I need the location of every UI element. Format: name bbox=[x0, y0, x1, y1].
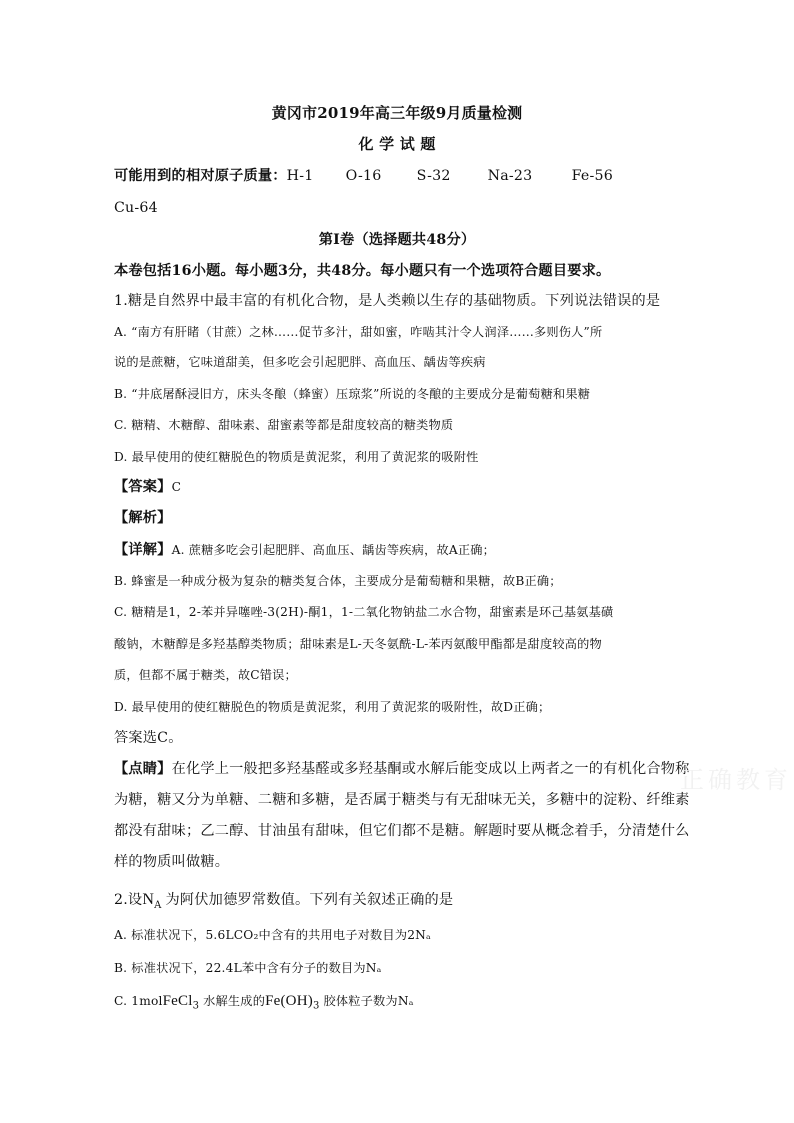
atomic-masses bbox=[114, 166, 613, 186]
q2-stem-suffix: 为阿伏加德罗常数值。下列有关叙述正确的是 bbox=[165, 892, 454, 908]
q1-detail-c-line2: 酸钠，木糖醇是多羟基醇类物质；甜味素是L-天冬氨酰-L-苯丙氨酸甲酯都是甜度较高的物 bbox=[114, 637, 602, 651]
q2-c-formula-feoh3-sub: 3 bbox=[312, 1000, 320, 1012]
mass-fe: Fe-56 bbox=[571, 168, 613, 184]
exam-title: 黄冈市2019年高三年级9月质量检测 bbox=[271, 104, 523, 122]
q2-stem bbox=[114, 890, 453, 916]
detail-a-text: A. 蔗糖多吃会引起肥胖、高血压、龋齿等疾病，故A正确； bbox=[171, 543, 496, 557]
q1-point-line3: 都没有甜味；乙二醇、甘油虽有甜味，但它们都不是糖。解题时要从概念着手，分清楚什么 bbox=[114, 823, 690, 839]
mass-s: S-32 bbox=[416, 168, 451, 184]
q2-na-subscript: A bbox=[154, 899, 162, 911]
q1-conclusion: 答案选C。 bbox=[114, 730, 183, 746]
q2-c-suffix: 胶体粒子数为Nₐ bbox=[323, 994, 414, 1008]
mass-o: O-16 bbox=[345, 168, 382, 184]
q2-c-prefix: C. 1mol bbox=[114, 994, 163, 1008]
q1-detail-c-line1: C. 糖精是1，2-苯并异噻唑-3(2H)-酮1，1-二氧化物钠盐二水合物，甜蜜素是环己基氨基磺 bbox=[114, 605, 614, 619]
q1-detail-b: B. 蜂蜜是一种成分极为复杂的糖类复合体，主要成分是葡萄糖和果糖，故B正确； bbox=[114, 574, 562, 588]
q2-na-symbol: N bbox=[142, 891, 155, 908]
point-tag: 【点睛】 bbox=[114, 761, 172, 777]
mass-h: H-1 bbox=[286, 168, 314, 184]
q2-stem-prefix: 2.设 bbox=[114, 892, 143, 908]
answer-value: C bbox=[171, 480, 182, 494]
q2-c-mid: 水解生成的 bbox=[203, 994, 266, 1008]
q1-point-line4: 样的物质叫做糖。 bbox=[114, 854, 230, 870]
q1-detail-a bbox=[114, 540, 495, 560]
point-line1-text: 在化学上一般把多羟基醛或多羟基酮或水解后能变成以上两者之一的有机化合物称 bbox=[171, 761, 690, 777]
q2-c-formula-fecl3: FeCl bbox=[162, 993, 193, 1009]
exam-subtitle: 化 学 试 题 bbox=[358, 135, 436, 153]
atomic-masses-label: 可能用到的相对原子质量： bbox=[114, 168, 287, 184]
q1-point-line1 bbox=[114, 759, 690, 779]
q1-option-b: B. “井底屠酥浸旧方，床头冬酿（蜂蜜）压琼浆”所说的冬酿的主要成分是葡萄糖和果糖 bbox=[114, 387, 591, 401]
q1-detail-c-line3: 质，但都不属于糖类，故C错误； bbox=[114, 668, 297, 682]
q1-option-a-line1: A. “南方有肝睹（甘蔗）之林……促节多汁，甜如蜜，咋啮其汁令人润泽……多则伤人”所 bbox=[114, 325, 603, 339]
q2-option-a: A. 标准状况下，5.6LCO₂中含有的共用电子对数目为2Nₐ bbox=[114, 928, 431, 942]
answer-tag: 【答案】 bbox=[114, 479, 172, 495]
mass-cu: Cu-64 bbox=[114, 200, 158, 216]
mass-na: Na-23 bbox=[487, 168, 533, 184]
q2-c-formula-fecl3-sub: 3 bbox=[192, 1000, 200, 1012]
q1-option-d: D. 最早使用的使红糖脱色的物质是黄泥浆，利用了黄泥浆的吸附性 bbox=[114, 450, 479, 464]
q1-detail-d: D. 最早使用的使红糖脱色的物质是黄泥浆，利用了黄泥浆的吸附性，故D正确； bbox=[114, 700, 551, 714]
analysis-tag: 【解析】 bbox=[114, 510, 172, 526]
q1-option-c: C. 糖精、木糖醇、甜味素、甜蜜素等都是甜度较高的糖类物质 bbox=[114, 418, 454, 432]
q2-option-b: B. 标准状况下，22.4L苯中含有分子的数目为Nₐ bbox=[114, 961, 382, 975]
section-instructions: 本卷包括16小题。每小题3分，共48分。每小题只有一个选项符合题目要求。 bbox=[114, 263, 611, 279]
q2-c-formula-feoh3: Fe(OH) bbox=[265, 993, 313, 1009]
q1-point-line2: 为糖，糖又分为单糖、二糖和多糖，是否属于糖类与有无甜味无关，多糖中的淀粉、纤维素 bbox=[114, 792, 690, 808]
section-title: 第Ⅰ卷（选择题共48分） bbox=[318, 232, 476, 248]
q1-option-a-line2: 说的是蔗糖，它味道甜美，但多吃会引起肥胖、高血压、龋齿等疾病 bbox=[114, 355, 486, 369]
q2-option-c bbox=[114, 991, 414, 1016]
watermark: 正确教育 bbox=[680, 766, 792, 794]
q1-answer bbox=[114, 477, 181, 497]
q1-stem: 1.糖是自然界中最丰富的有机化合物，是人类赖以生存的基础物质。下列说法错误的是 bbox=[114, 293, 661, 309]
detail-tag: 【详解】 bbox=[114, 542, 172, 558]
